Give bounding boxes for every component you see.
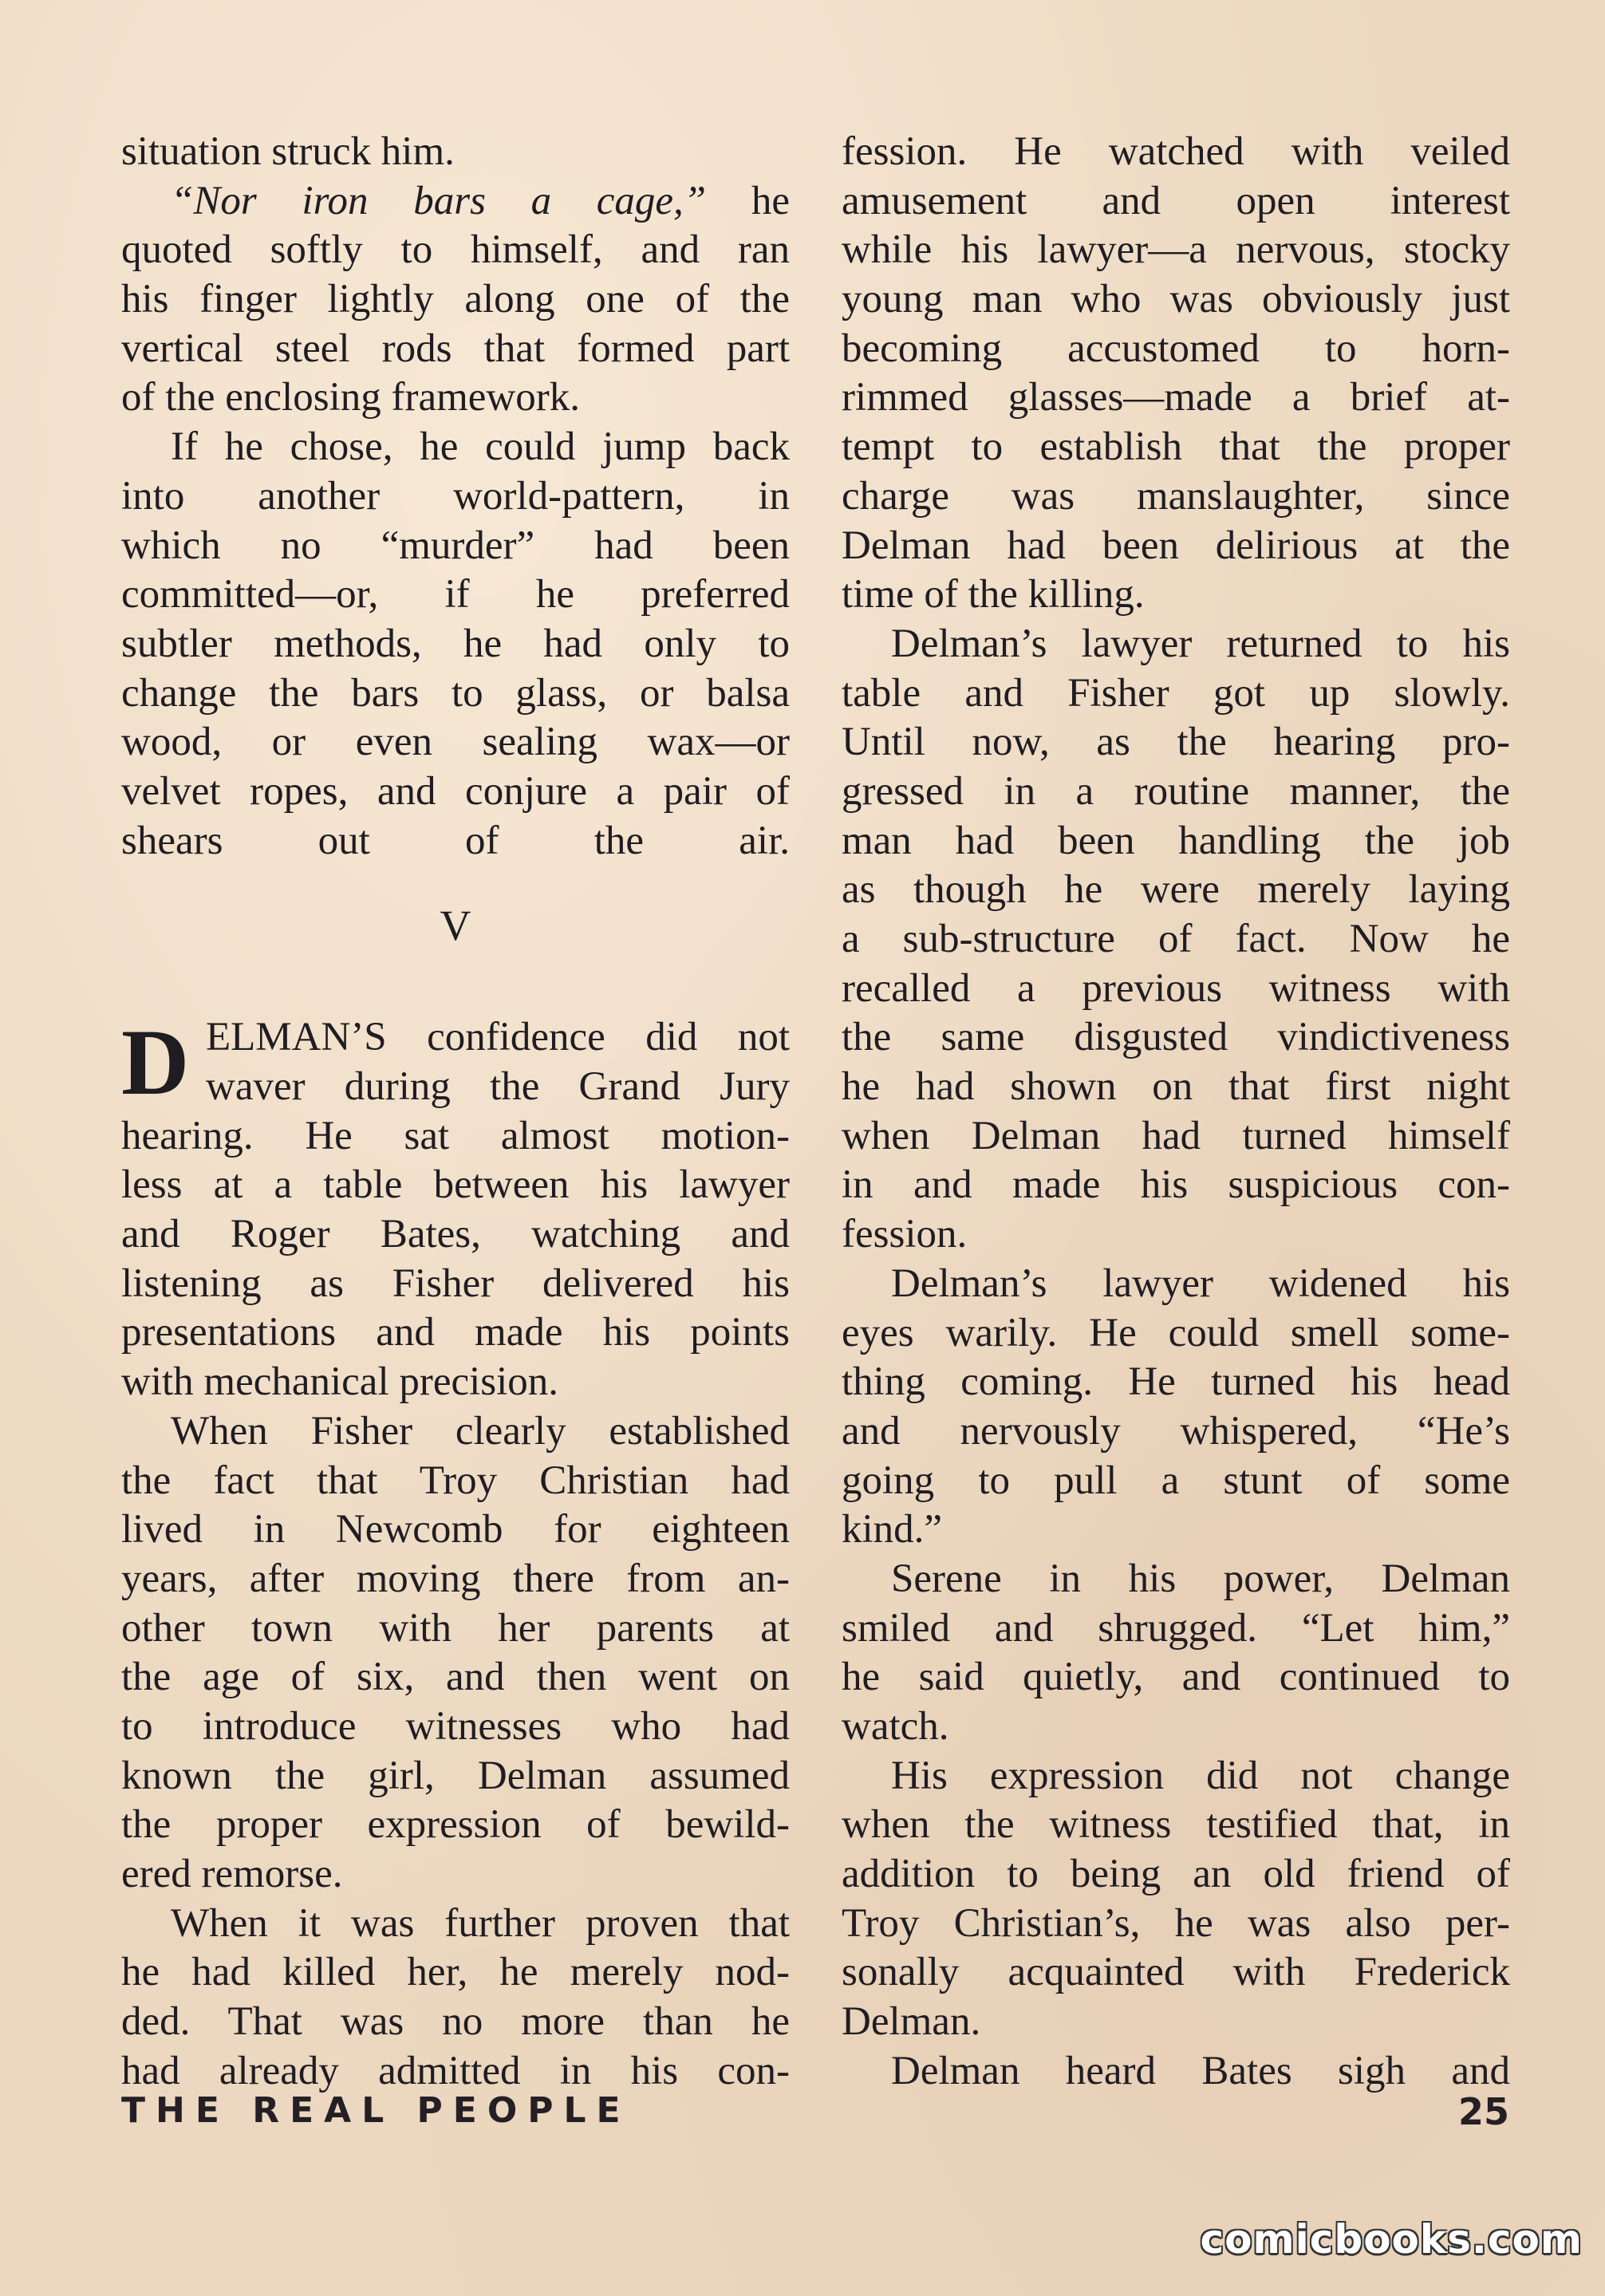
text-line: the proper expression of bewild- bbox=[121, 1802, 790, 1848]
text-line: smiled and shrugged. “Let him,” bbox=[842, 1605, 1510, 1651]
text-line: watch. bbox=[842, 1704, 949, 1749]
text-line: to introduce witnesses who had bbox=[121, 1703, 790, 1749]
text-line: with mechanical precision. bbox=[121, 1359, 559, 1405]
text-line: he said quietly, and continued to bbox=[842, 1655, 1510, 1700]
text-line: lived in Newcomb for eighteen bbox=[121, 1507, 790, 1552]
page-number: 25 bbox=[1457, 2090, 1509, 2133]
text-line: young man who was obviously just bbox=[842, 277, 1510, 322]
text-line: eyes warily. He could smell some- bbox=[842, 1310, 1510, 1355]
text-line: subtler methods, he had only to bbox=[121, 621, 790, 666]
text-line: less at a table between his lawyer bbox=[121, 1162, 790, 1208]
text-line: fession. He watched with veiled bbox=[842, 129, 1510, 174]
text-line: thing coming. He turned his head bbox=[842, 1359, 1510, 1405]
text-line: he had killed her, he merely nod- bbox=[121, 1950, 790, 1995]
right-column bbox=[842, 128, 1510, 2097]
text-line: wood, or even sealing wax—or bbox=[121, 720, 790, 765]
text-line: and Roger Bates, watching and bbox=[121, 1212, 790, 1257]
text-line: in and made his suspicious con- bbox=[842, 1162, 1510, 1208]
text-line: If he chose, he could jump back bbox=[171, 424, 790, 470]
text-line: vertical steel rods that formed part bbox=[121, 325, 790, 371]
text-line: man had been handling the job bbox=[842, 818, 1510, 863]
text-line: quoted softly to himself, and ran bbox=[121, 227, 790, 273]
text-line: situation struck him. bbox=[121, 129, 455, 174]
text-line: Serene in his power, Delman bbox=[891, 1556, 1510, 1601]
text-line: fession. bbox=[842, 1212, 968, 1257]
text-line: charge was manslaughter, since bbox=[842, 473, 1510, 519]
text-line: when the witness testified that, in bbox=[842, 1802, 1510, 1848]
text-line: table and Fisher got up slowly. bbox=[842, 670, 1510, 716]
page-footer bbox=[121, 2090, 1509, 2146]
text-line: as though he were merely laying bbox=[842, 867, 1510, 913]
text-line: Delman’s lawyer widened his bbox=[891, 1260, 1510, 1306]
text-line: of the enclosing framework. bbox=[121, 375, 580, 420]
text-line: tempt to establish that the proper bbox=[842, 424, 1510, 470]
text-line: velvet ropes, and conjure a pair of bbox=[121, 768, 790, 814]
text-line: When it was further proven that bbox=[171, 1900, 790, 1946]
text-line: the fact that Troy Christian had bbox=[121, 1458, 790, 1503]
text-line: ered remorse. bbox=[121, 1852, 343, 1896]
text-line: had already admitted in his con- bbox=[121, 2048, 790, 2093]
drop-cap-paragraph bbox=[121, 1010, 790, 1115]
text-line: a sub-structure of fact. Now he bbox=[842, 917, 1510, 961]
text-line: years, after moving there from an- bbox=[121, 1556, 790, 1601]
text-line: Delman heard Bates sigh and bbox=[891, 2048, 1510, 2093]
text-line: ded. That was no more than he bbox=[121, 1999, 790, 2045]
drop-cap: D bbox=[121, 1010, 190, 1115]
text-line: Delman’s lawyer returned to his bbox=[891, 621, 1510, 666]
text-line: Delman had been delirious at the bbox=[842, 523, 1510, 568]
text-line: amusement and open interest bbox=[842, 178, 1510, 223]
text-line: the age of six, and then went on bbox=[121, 1655, 790, 1700]
text-line: Troy Christian’s, he was also per- bbox=[842, 1900, 1510, 1946]
text-line: presentations and made his points bbox=[121, 1310, 790, 1355]
text-line: time of the killing. bbox=[842, 572, 1145, 617]
text-line: other town with her parents at bbox=[121, 1605, 790, 1651]
text-line: change the bars to glass, or balsa bbox=[121, 670, 790, 716]
text-line: going to pull a stunt of some bbox=[842, 1458, 1510, 1503]
text-line: gressed in a routine manner, the bbox=[842, 768, 1510, 814]
text-line: Until now, as the hearing pro- bbox=[842, 720, 1510, 765]
running-head: THE REAL PEOPLE bbox=[121, 2090, 631, 2131]
text-line: his finger lightly along one of the bbox=[121, 277, 790, 322]
text-line: shears out of the air. bbox=[121, 818, 790, 863]
text-line: committed—or, if he preferred bbox=[121, 572, 790, 617]
text-line: addition to being an old friend of bbox=[842, 1852, 1510, 1897]
text-line: and nervously whispered, “He’s bbox=[842, 1408, 1510, 1454]
text-line: which no “murder” had been bbox=[121, 523, 790, 568]
text-line: the same disgusted vindictiveness bbox=[842, 1015, 1510, 1060]
text-line: waver during the Grand Jury bbox=[206, 1064, 790, 1109]
text-line: kind.” bbox=[842, 1507, 943, 1552]
text-line: when Delman had turned himself bbox=[842, 1113, 1510, 1158]
left-column bbox=[121, 128, 790, 2096]
text-line: while his lawyer—a nervous, stocky bbox=[842, 227, 1510, 273]
text-line: sonally acquainted with Frederick bbox=[842, 1950, 1510, 1995]
text-line: into another world-pattern, in bbox=[121, 473, 790, 519]
text-line: His expression did not change bbox=[891, 1753, 1510, 1798]
text-line: When Fisher clearly established bbox=[171, 1408, 790, 1454]
text-line: becoming accustomed to horn- bbox=[842, 325, 1510, 371]
watermark: comicbooks.com bbox=[1200, 2216, 1583, 2262]
section-heading: V bbox=[440, 901, 471, 950]
text-line: known the girl, Delman assumed bbox=[121, 1753, 790, 1798]
text-line: he had shown on that first night bbox=[842, 1064, 1510, 1110]
text-line: hearing. He sat almost motion- bbox=[121, 1113, 790, 1158]
text-line: Delman. bbox=[842, 1999, 981, 2045]
text-line: listening as Fisher delivered his bbox=[121, 1260, 790, 1306]
text-line: recalled a previous witness with bbox=[842, 965, 1510, 1011]
text-line: “Nor iron bars a cage,” he bbox=[171, 178, 790, 223]
text-line: rimmed glasses—made a brief at- bbox=[842, 375, 1510, 420]
text-line: ELMAN’S confidence did not bbox=[206, 1015, 790, 1060]
